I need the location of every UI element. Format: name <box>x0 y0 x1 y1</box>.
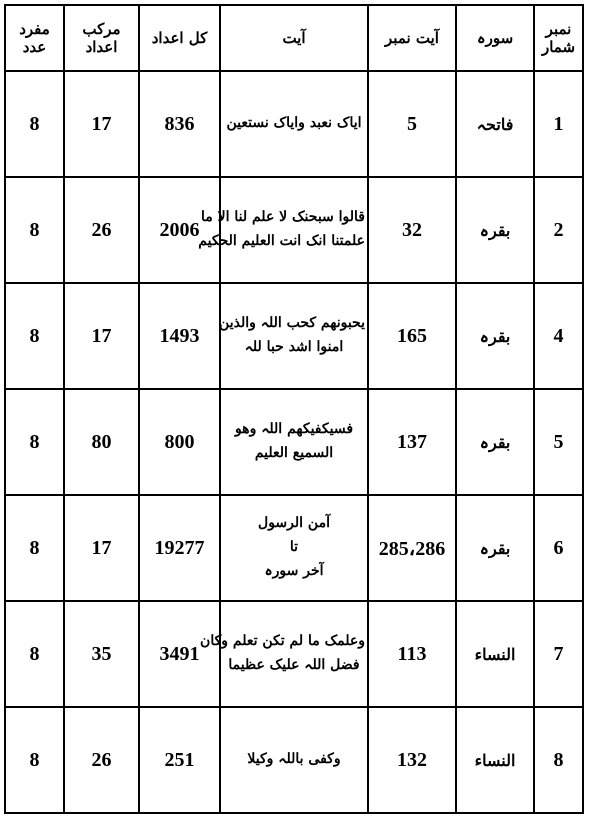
cell-compound: 80 <box>64 389 139 495</box>
cell-ayah <box>220 495 368 601</box>
ayah-line: یحبونھم کحب اللہ والذین <box>219 315 365 332</box>
cell-ayah <box>220 389 368 495</box>
cell-ayah-number: 32 <box>368 177 456 283</box>
numerology-table <box>4 4 584 814</box>
table-row <box>5 389 583 495</box>
ayah-line: آخر سورہ <box>264 562 324 579</box>
cell-total: 1493 <box>139 283 220 389</box>
ayah-line: تا <box>289 539 299 556</box>
cell-single: 8 <box>5 177 64 283</box>
cell-serial: 5 <box>534 389 583 495</box>
cell-surah: فاتحہ <box>456 71 534 177</box>
cell-ayah <box>220 71 368 177</box>
cell-single: 8 <box>5 495 64 601</box>
cell-total: 800 <box>139 389 220 495</box>
ayah-line: ایاک نعبد وایاک نستعین <box>226 115 362 132</box>
cell-surah: النساء <box>456 707 534 813</box>
table-row <box>5 177 583 283</box>
cell-serial: 1 <box>534 71 583 177</box>
cell-serial: 8 <box>534 707 583 813</box>
cell-surah: بقرہ <box>456 389 534 495</box>
cell-serial: 2 <box>534 177 583 283</box>
cell-compound: 17 <box>64 71 139 177</box>
cell-total: 19277 <box>139 495 220 601</box>
header-compound: مرکب اعداد <box>64 5 139 71</box>
cell-total: 2006 <box>139 177 220 283</box>
cell-serial: 4 <box>534 283 583 389</box>
cell-single: 8 <box>5 601 64 707</box>
table-row <box>5 707 583 813</box>
cell-surah: النساء <box>456 601 534 707</box>
cell-ayah-number: 285،286 <box>368 495 456 601</box>
cell-total: 251 <box>139 707 220 813</box>
cell-surah: بقرہ <box>456 495 534 601</box>
table-row <box>5 71 583 177</box>
cell-ayah-number: 165 <box>368 283 456 389</box>
header-total: کل اعداد <box>139 5 220 71</box>
cell-compound: 26 <box>64 707 139 813</box>
cell-single: 8 <box>5 283 64 389</box>
ayah-line: فضل اللہ علیک عظیما <box>228 657 360 673</box>
cell-single: 8 <box>5 71 64 177</box>
cell-serial: 6 <box>534 495 583 601</box>
cell-single: 8 <box>5 707 64 813</box>
ayah-line: السمیع العلیم <box>254 445 334 461</box>
header-ayah: آیت <box>220 5 368 71</box>
cell-compound: 17 <box>64 283 139 389</box>
ayah-line: وکفی باللہ وکیلا <box>247 751 341 768</box>
ayah-line: علمتنا انک انت العلیم الحکیم <box>198 233 365 249</box>
cell-surah: بقرہ <box>456 177 534 283</box>
cell-serial: 7 <box>534 601 583 707</box>
cell-ayah-number: 132 <box>368 707 456 813</box>
header-row <box>5 5 583 71</box>
table-row <box>5 495 583 601</box>
cell-single: 8 <box>5 389 64 495</box>
ayah-line: فسیکفیکھم اللہ وھو <box>234 421 354 438</box>
cell-compound: 17 <box>64 495 139 601</box>
cell-ayah-number: 113 <box>368 601 456 707</box>
cell-compound: 35 <box>64 601 139 707</box>
cell-ayah-number: 137 <box>368 389 456 495</box>
table-row <box>5 283 583 389</box>
ayah-line: وعلمک ما لم تکن تعلم وکان <box>200 633 365 650</box>
header-single: مفرد عدد <box>5 5 64 71</box>
ayah-line: قالوا سبحنک لا علم لنا الا ما <box>200 209 365 226</box>
table-row <box>5 601 583 707</box>
header-serial: نمبر شمار <box>534 5 583 71</box>
cell-ayah <box>200 601 368 707</box>
cell-total: 836 <box>139 71 220 177</box>
header-ayah-number: آیت نمبر <box>368 5 456 71</box>
ayah-line: امنوا اشد حبا للہ <box>244 339 344 355</box>
cell-ayah <box>220 707 368 813</box>
table-body <box>5 71 583 813</box>
cell-surah: بقرہ <box>456 283 534 389</box>
cell-ayah-number: 5 <box>368 71 456 177</box>
cell-compound: 26 <box>64 177 139 283</box>
header-surah: سورہ <box>456 5 534 71</box>
cell-total: 3491 <box>139 601 220 707</box>
cell-ayah <box>220 283 368 389</box>
cell-ayah <box>198 177 368 283</box>
ayah-line: آمن الرسول <box>258 515 330 532</box>
